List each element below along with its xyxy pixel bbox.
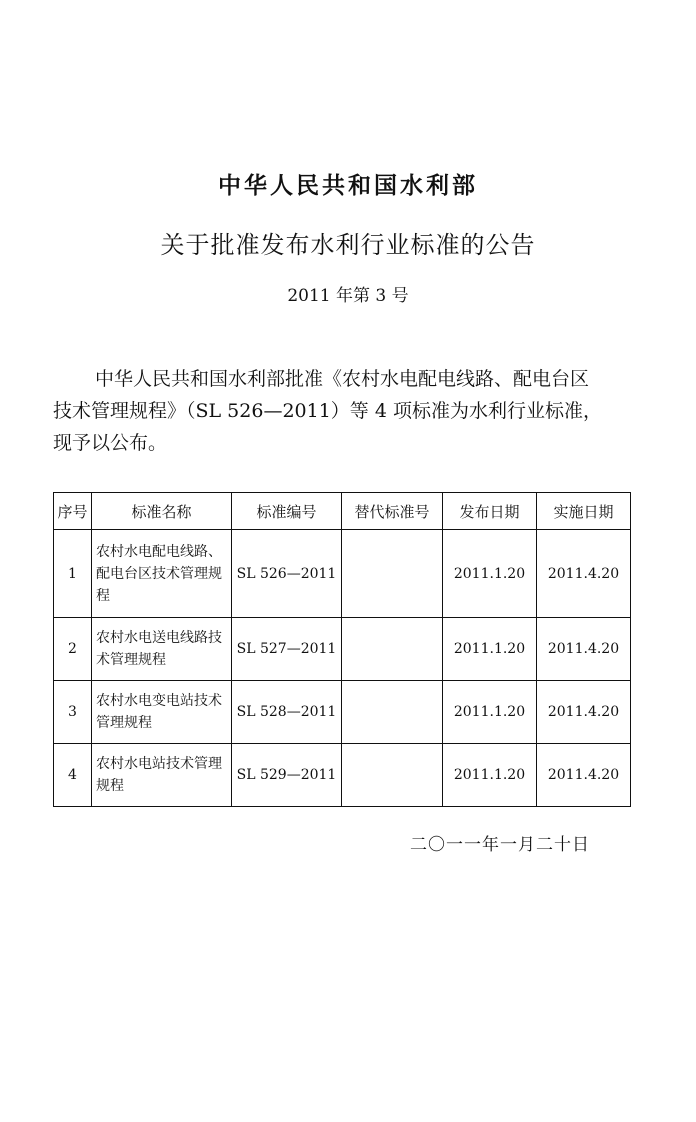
table-row xyxy=(54,681,631,744)
row-name: 农村水电站技术管理规程 xyxy=(92,744,232,807)
table-row xyxy=(54,530,631,618)
row-replace xyxy=(342,618,443,681)
row-code: SL 529—2011 xyxy=(232,744,342,807)
row-name: 农村水电变电站技术管理规程 xyxy=(92,681,232,744)
header-name: 标准名称 xyxy=(92,493,232,530)
row-code: SL 527—2011 xyxy=(232,618,342,681)
title-announcement: 关于批准发布水利行业标准的公告 xyxy=(160,231,536,259)
row-publish-date: 2011.1.20 xyxy=(443,618,537,681)
row-no: 2 xyxy=(54,618,92,681)
row-name: 农村水电送电线路技术管理规程 xyxy=(92,618,232,681)
row-code: SL 528—2011 xyxy=(232,681,342,744)
row-effective-date: 2011.4.20 xyxy=(537,530,631,618)
row-no: 3 xyxy=(54,681,92,744)
table-row xyxy=(54,744,631,807)
row-publish-date: 2011.1.20 xyxy=(443,681,537,744)
row-replace xyxy=(342,744,443,807)
row-effective-date: 2011.4.20 xyxy=(537,618,631,681)
signature-date: 二〇一一年一月二十日 xyxy=(410,835,590,855)
body-line-3: 现予以公布。 xyxy=(53,432,168,454)
header-replace: 替代标准号 xyxy=(342,493,443,530)
row-no: 4 xyxy=(54,744,92,807)
row-replace xyxy=(342,530,443,618)
row-publish-date: 2011.1.20 xyxy=(443,744,537,807)
row-effective-date: 2011.4.20 xyxy=(537,744,631,807)
row-name: 农村水电配电线路、配电台区技术管理规程 xyxy=(92,530,232,618)
table-header-row xyxy=(54,493,631,530)
table-row xyxy=(54,618,631,681)
row-publish-date: 2011.1.20 xyxy=(443,530,537,618)
row-effective-date: 2011.4.20 xyxy=(537,681,631,744)
header-effective-date: 实施日期 xyxy=(537,493,631,530)
row-no: 1 xyxy=(54,530,92,618)
header-publish-date: 发布日期 xyxy=(443,493,537,530)
body-line-1: 中华人民共和国水利部批准《农村水电配电线路、配电台区 xyxy=(95,368,590,390)
row-code: SL 526—2011 xyxy=(232,530,342,618)
row-replace xyxy=(342,681,443,744)
body-line-2: 技术管理规程》（SL 526—2011）等 4 项标准为水利行业标准， xyxy=(53,400,602,422)
header-no: 序号 xyxy=(54,493,92,530)
header-code: 标准编号 xyxy=(232,493,342,530)
title-ministry: 中华人民共和国水利部 xyxy=(218,172,478,199)
issue-number: 2011 年第 3 号 xyxy=(287,286,409,306)
standards-table xyxy=(53,492,631,807)
